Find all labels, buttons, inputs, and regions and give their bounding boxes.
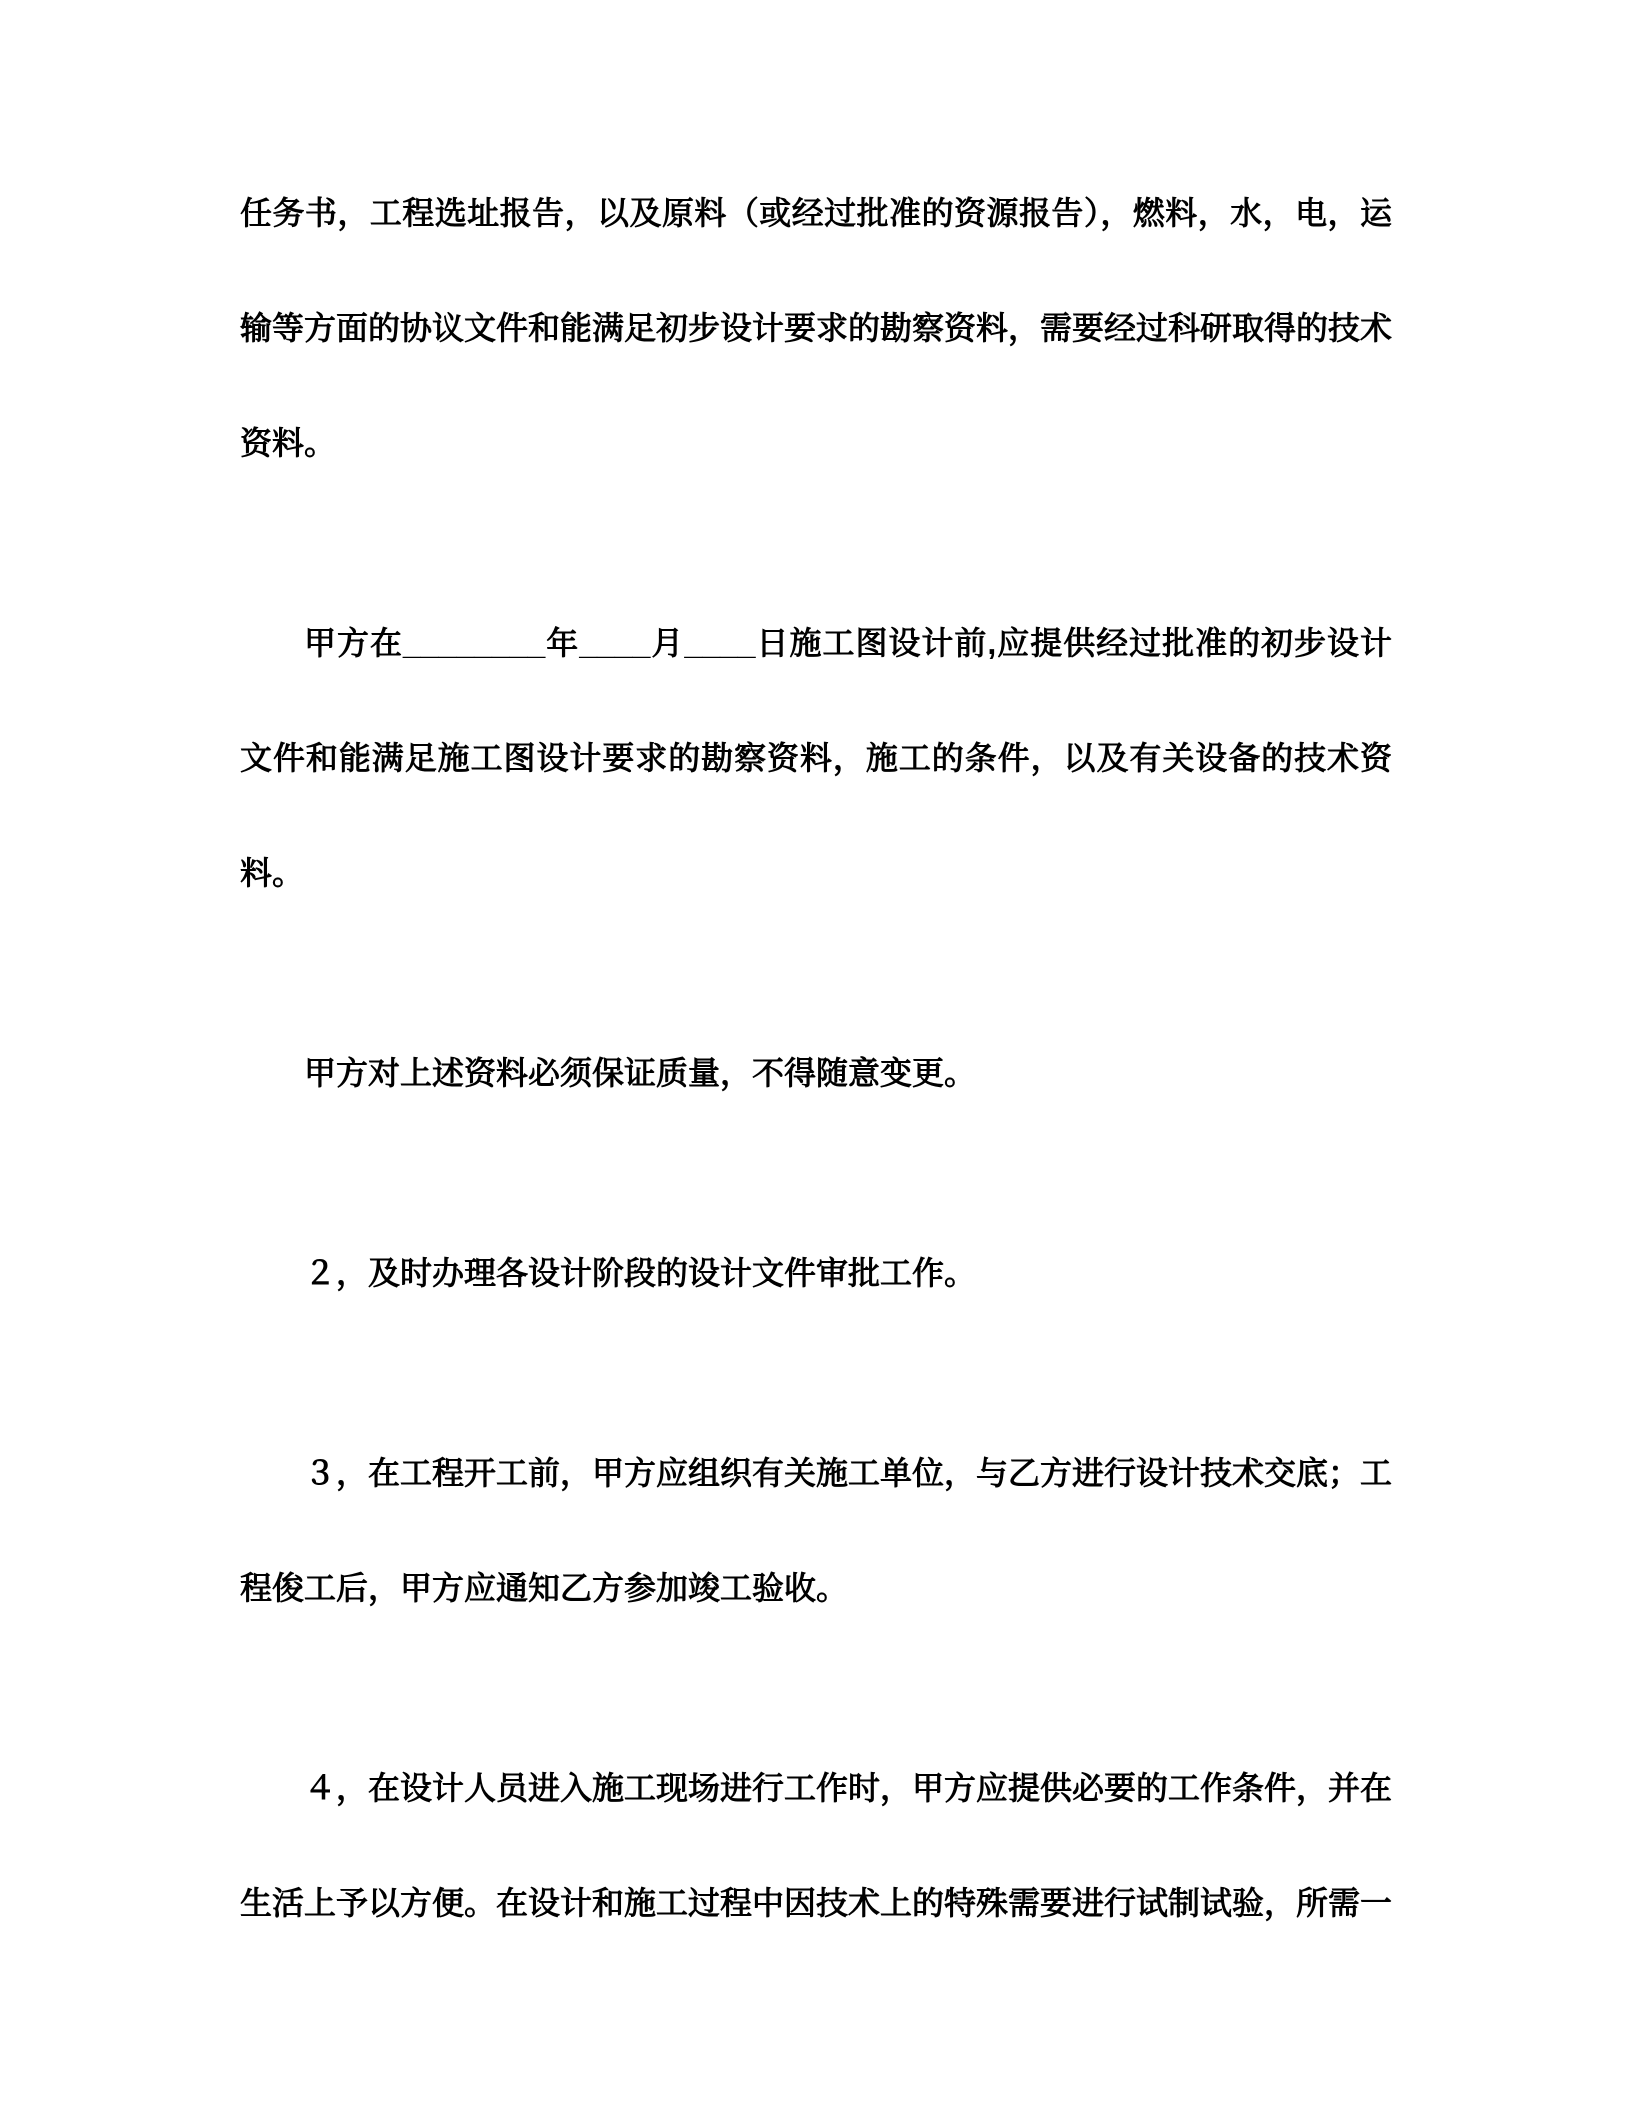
clause-4-site-work-conditions: ４，在设计人员进入施工现场进行工作时，甲方应提供必要的工作条件，并在生活上予以方便。在设计和施工过程中因技术上的特殊需要进行试制试验，所需一 (240, 1770, 1393, 1921)
paragraph-party-a-deadline-clause: 甲方在________年____月____日施工图设计前,应提供经过批准的初步设计文件和能满足施工图设计要求的勘察资料，施工的条件，以及有关设备的技术资料。 (240, 625, 1392, 891)
clause-3-technical-briefing-and-acceptance: ３，在工程开工前，甲方应组织有关施工单位，与乙方进行设计技术交底；工程俊工后，甲方应通知乙方参加竣工验收。 (240, 1455, 1393, 1606)
clause-2-design-approval: ２，及时办理各设计阶段的设计文件审批工作。 (304, 1255, 977, 1291)
paragraph-continued-materials-list: 任务书，工程选址报告，以及原料（或经过批准的资源报告），燃料，水，电，运输等方面的协议文件和能满足初步设计要求的勘察资料，需要经过科研取得的技术资料。 (240, 195, 1393, 461)
paragraph-quality-guarantee-clause: 甲方对上述资料必须保证质量，不得随意变更。 (304, 1055, 977, 1091)
